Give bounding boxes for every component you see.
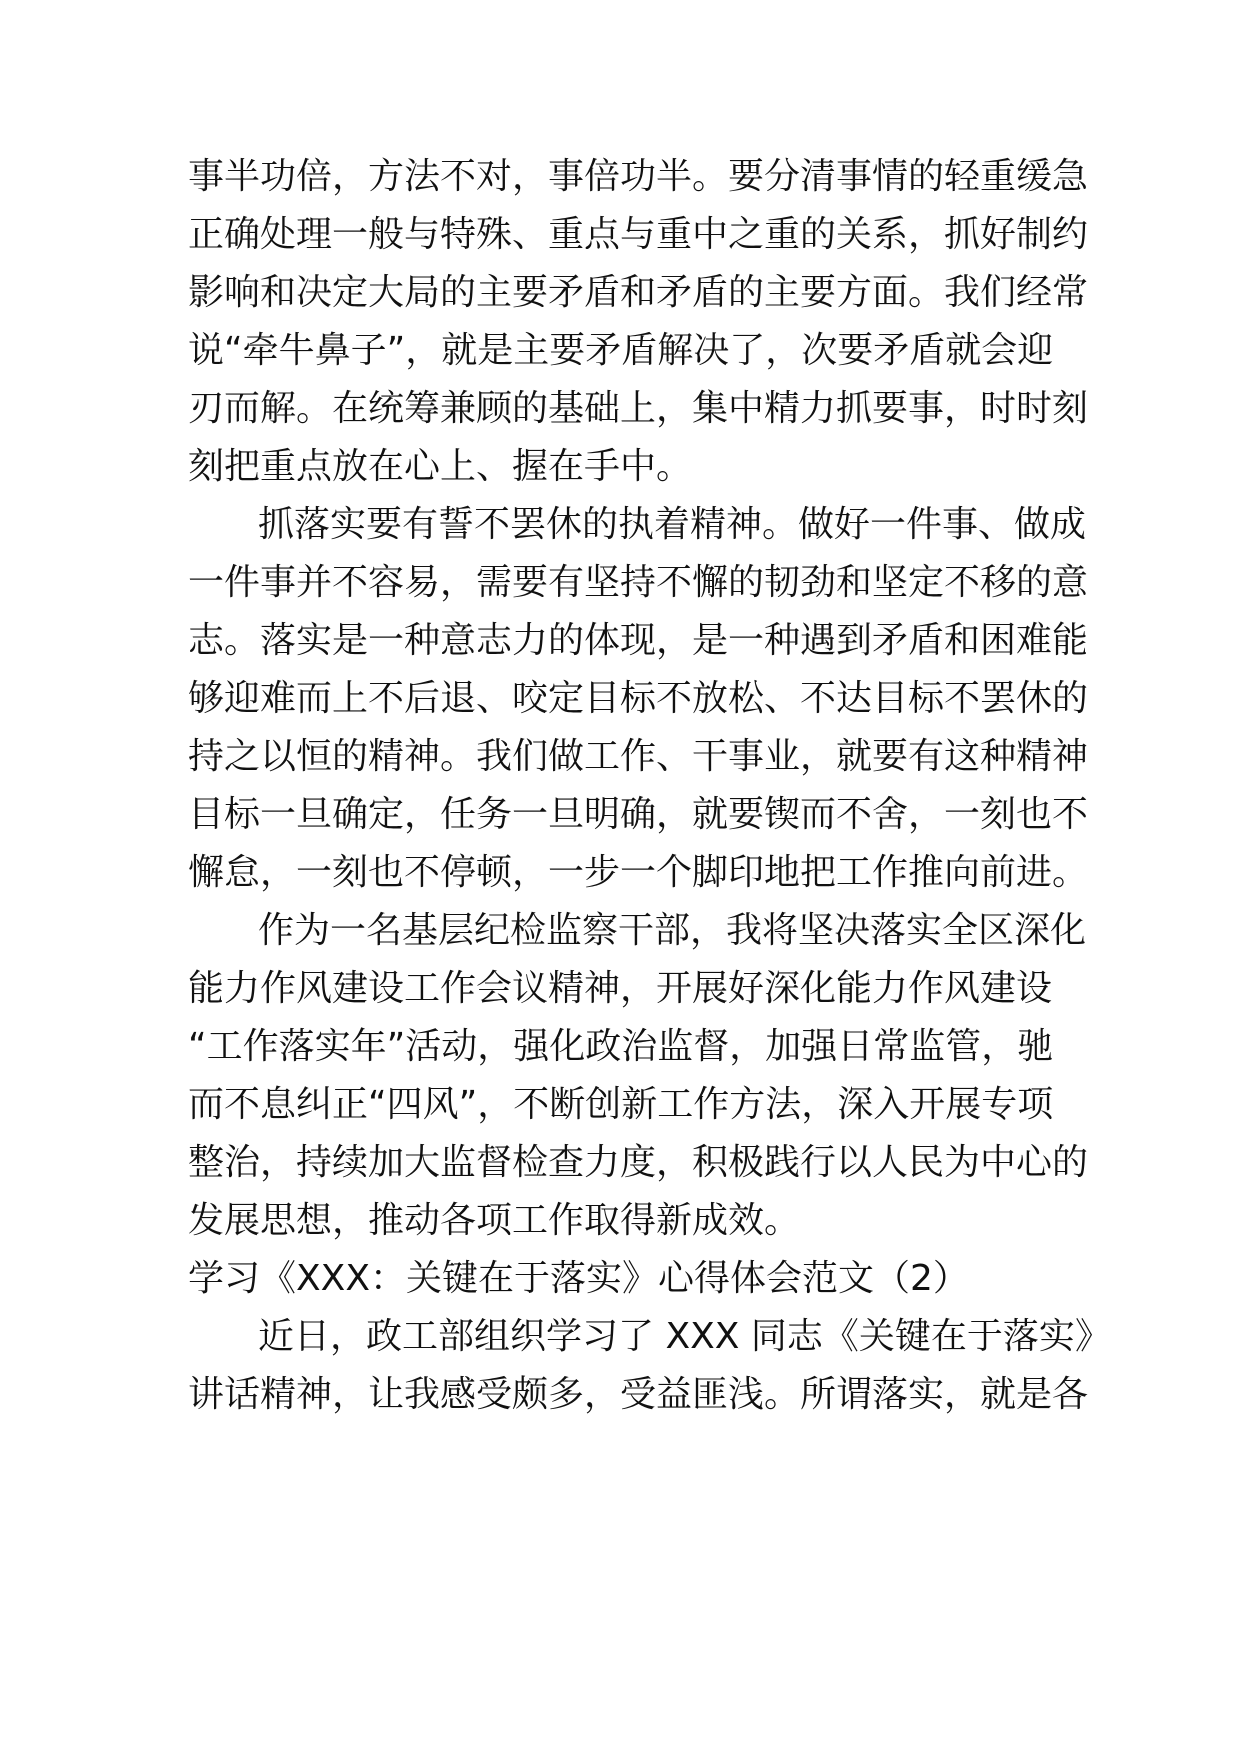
body-text-line: 持之以恒的精神。我们做工作、干事业，就要有这种精神 [188, 736, 1089, 777]
body-text-line: 讲话精神，让我感受颇多，受益匪浅。所谓落实，就是各 [188, 1374, 1089, 1415]
body-text-line: 目标一旦确定，任务一旦明确，就要锲而不舍，一刻也不 [188, 794, 1089, 835]
paragraph-start-line: 抓落实要有誓不罢休的执着精神。做好一件事、做成 [258, 504, 1087, 545]
body-text-line: “工作落实年”活动，强化政治监督，加强日常监管，驰 [188, 1026, 1054, 1067]
body-text-line: 影响和决定大局的主要矛盾和矛盾的主要方面。我们经常 [188, 272, 1089, 313]
body-text-line: 志。落实是一种意志力的体现，是一种遇到矛盾和困难能 [188, 620, 1089, 661]
paragraph-start-line: 近日，政工部组织学习了 XXX 同志《关键在于落实》 [258, 1316, 1111, 1357]
body-text-line: 发展思想，推动各项工作取得新成效。 [188, 1200, 801, 1241]
body-text-line: 而不息纠正“四风”，不断创新工作方法，深入开展专项 [188, 1084, 1054, 1125]
body-text-line: 事半功倍，方法不对，事倍功半。要分清事情的轻重缓急 [188, 156, 1089, 197]
body-text-line: 刃而解。在统筹兼顾的基础上，集中精力抓要事，时时刻 [188, 388, 1089, 429]
body-text-line: 一件事并不容易，需要有坚持不懈的韧劲和坚定不移的意 [188, 562, 1089, 603]
body-text-line: 整治，持续加大监督检查力度，积极践行以人民为中心的 [188, 1142, 1089, 1183]
body-text-line: 刻把重点放在心上、握在手中。 [188, 446, 693, 487]
section-heading: 学习《XXX：关键在于落实》心得体会范文（2） [188, 1258, 969, 1299]
body-text-line: 能力作风建设工作会议精神，开展好深化能力作风建设 [188, 968, 1053, 1009]
paragraph-start-line: 作为一名基层纪检监察干部，我将坚决落实全区深化 [258, 910, 1087, 951]
body-text-line: 正确处理一般与特殊、重点与重中之重的关系，抓好制约 [188, 214, 1089, 255]
body-text-line: 够迎难而上不后退、咬定目标不放松、不达目标不罢休的 [188, 678, 1089, 719]
body-text-line: 说“牵牛鼻子”，就是主要矛盾解决了，次要矛盾就会迎 [188, 330, 1054, 371]
body-text-line: 懈怠，一刻也不停顿，一步一个脚印地把工作推向前进。 [188, 852, 1089, 893]
